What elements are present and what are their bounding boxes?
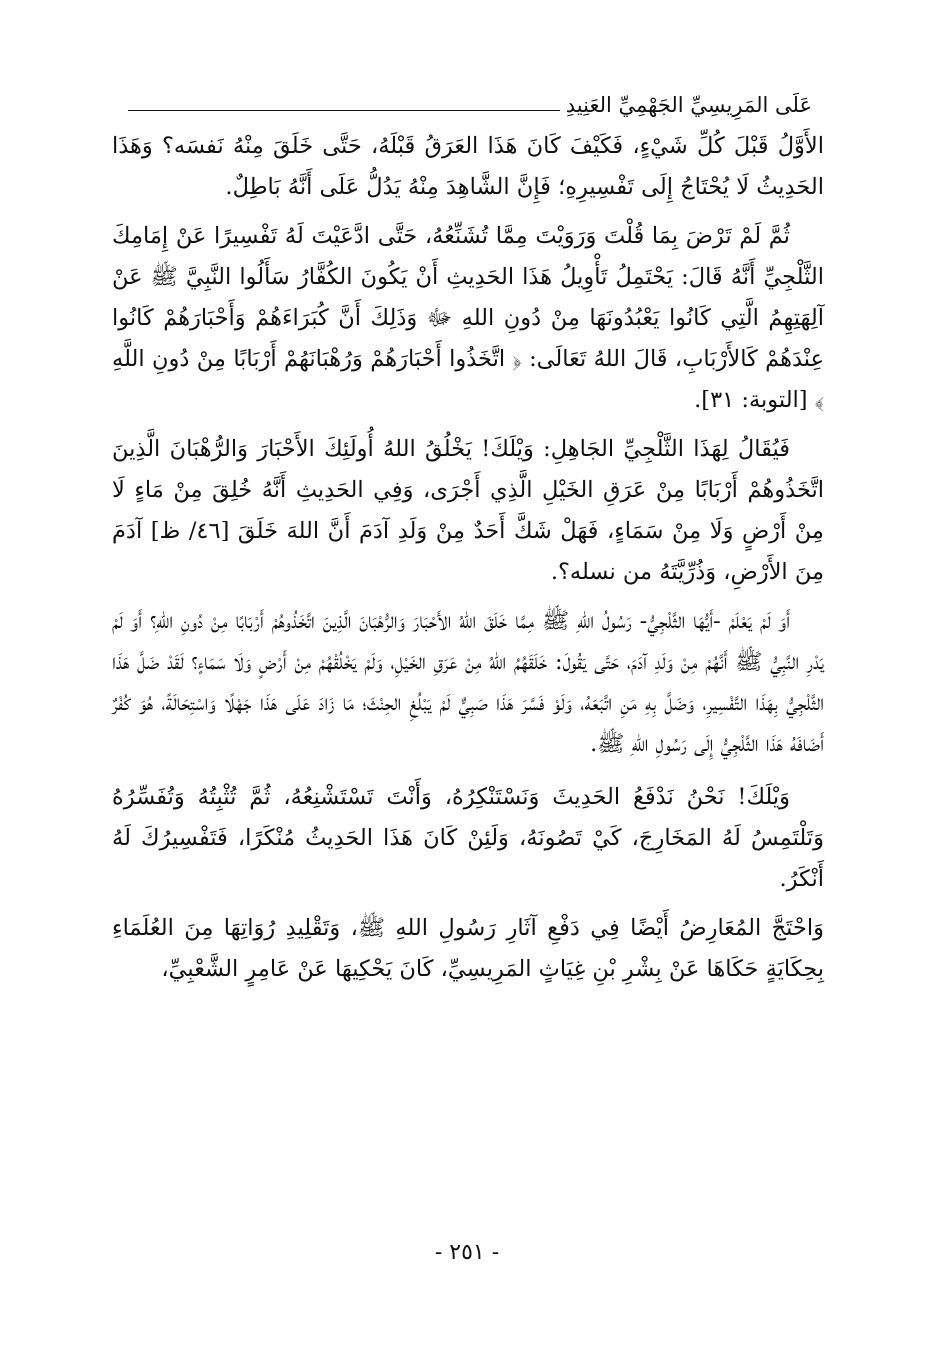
body-text [112,126,824,998]
paragraph-6: وَاحْتَجَّ المُعَارِضُ أَيْضًا فِي دَفْعِ آثَارِ رَسُولِ اللهِ ﷺ، وَتَقْلِيدِ رُوَاتِهَا مِنَ العُلَمَاءِ بِحِكَايَةٍ حَكَاهَا عَنْ بِشْرِ بْنِ غِيَاثٍ المَرِيسِيِّ، كَانَ يَحْكِيهَا عَنْ عَامِرٍ الشَّعْبِيِّ، [112,915,824,982]
paragraph-5: وَيْلَكَ! نَحْنُ نَدْفَعُ الحَدِيثَ وَنَسْتَنْكِرُهُ، وَأَنْتَ تَسْتَشْنِعُهُ، ثُمَّ تُثْبِتُهُ وَتُفَسِّرُهُ وَتَلْتَمِسُ لَهُ المَخَارِجَ، كَيْ تَصُونَهُ، وَلَئِنْ كَانَ هَذَا الحَدِيثُ مُنْكَرًا، فَتَفْسِيرُكَ لَهُ أَنْكَرُ. [112,784,824,892]
paragraph-1: الأَوَّلُ قَبْلَ كُلِّ شَيْءٍ، فَكَيْفَ كَانَ هَذَا العَرَقُ قَبْلَهُ، حَتَّى خَلَقَ مِنْهُ نَفسَه؟ وَهَذَا الحَدِيثُ لَا يُحْتَاجُ إِلَى تَفْسِيرِهِ؛ فَإِنَّ الشَّاهِدَ مِنْهُ يَدُلُّ عَلَى أَنَّهُ بَاطِلٌ. [112,133,824,200]
header-title: عَلَى المَرِيسِيِّ الجَهْمِيِّ العَنِيدِ [565,93,812,117]
page-number: - ٢٥١ - [434,1240,500,1265]
running-header [128,82,812,118]
paragraph-4: أَوَ لَمْ يَعْلَمْ -أَيُّهَا الثَّلْجِيُّ- رَسُولُ اللهِ ﷺ مِمَّا خَلَقَ اللهُ الأَحْبَارَ وَالرُّهْبَانَ الَّذِينَ اتَّخَذُوهُمْ أَرْبَابًا مِنْ دُونِ اللهِ؟ أَوَ لَمْ يَدْرِ النَّبِيُّ ﷺ أَنَّهُمْ مِنْ وَلَدِ آدَمَ، حَتَّى يَقُولَ: خَلَقَهُمُ اللهُ مِنْ عَرَقِ الخَيْلِ، وَلَمْ يَخْلُقْهُمْ مِنْ أَرْضٍ وَلَا سَمَاءٍ؟ لَقَدْ ضَلَّ هَذَا الثَّلْجِيُّ بِهَذَا التَّفْسِيرِ، وَضَلَّ بِهِ مَنِ اتَّبَعَهُ، وَلَوْ فَسَّرَ هَذَا صَبِيٌّ لَمْ يَبْلُغِ الحِنْثَ؛ مَا زَادَ عَلَى هَذَا جَهْلًا وَاسْتِحَالَةً، هُوَ كُفْرٌ أَضَافَهُ هَذَا الثَّلْجِيُّ إِلَى رَسُولِ اللهِ ﷺ. [112,608,824,757]
paragraph-2: ثُمَّ لَمْ تَرْضَ بِمَا قُلْتَ وَرَوَيْتَ مِمَّا تُشَنِّعُهُ، حَتَّى ادَّعَيْتَ لَهُ تَفْسِيرًا عَنْ إِمَامِكَ الثَّلْجِيِّ أَنَّهُ قَالَ: يَحْتَمِلُ تَأْوِيلُ هَذَا الحَدِيثِ أَنْ يَكُونَ الكُفَّارُ سَأَلُوا النَّبِيَّ ﷺ عَنْ آلِهَتِهِمُ الَّتِي كَانُوا يَعْبُدُونَهَا مِنْ دُونِ اللهِ ﷻ وَذَلِكَ أَنَّ كُبَرَاءَهُمْ وَأَحْبَارَهُمْ كَانُوا عِنْدَهُمْ كَالأَرْبَابِ، قَالَ اللهُ تَعَالَى: ﴿ اتَّخَذُوا أَحْبَارَهُمْ وَرُهْبَانَهُمْ أَرْبَابًا مِنْ دُونِ اللَّهِ ﴾ [التوبة: ٣١]. [112,223,824,413]
header-rule [128,110,560,111]
paragraph-3: فَيُقَالُ لِهَذَا الثَّلْجِيِّ الجَاهِلِ: وَيْلَكَ! يَخْلُقُ اللهُ أُولَئِكَ الأَحْبَارَ وَالرُّهْبَانَ الَّذِينَ اتَّخَذُوهُمْ أَرْبَابًا مِنْ عَرَقِ الخَيْلِ الَّذِي أَجْرَى، وَفِي الحَدِيثِ أَنَّهُ خُلِقَ مِنْ مَاءٍ لَا مِنْ أَرْضٍ وَلَا مِنْ سَمَاءٍ، فَهَلْ شَكَّ أَحَدٌ مِنْ وَلَدِ آدَمَ أَنَّ اللهَ خَلَقَ [٤٦/ ظ] آدَمَ مِنَ الأَرْضِ، وَذُرِّيَّتَهُ من نسله؟. [112,436,824,585]
